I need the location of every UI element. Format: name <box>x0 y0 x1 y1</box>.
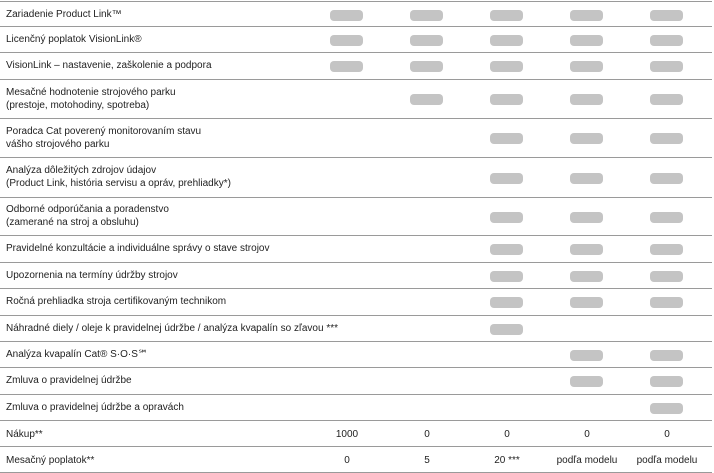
purchase-value: 0 <box>504 429 510 440</box>
included-mark <box>490 271 523 282</box>
included-mark <box>490 10 523 21</box>
included-mark <box>650 212 683 223</box>
included-mark <box>650 403 683 414</box>
included-mark <box>570 212 603 223</box>
included-mark <box>650 376 683 387</box>
table-row <box>0 158 712 198</box>
purchase-value: 0 <box>584 429 590 440</box>
included-mark <box>650 173 683 184</box>
included-mark <box>570 133 603 144</box>
row-label: Mesačné hodnotenie strojového parku (prestoje, motohodiny, spotreba) <box>6 87 176 111</box>
included-mark <box>330 61 363 72</box>
included-mark <box>410 10 443 21</box>
included-mark <box>490 244 523 255</box>
included-mark <box>410 61 443 72</box>
included-mark <box>490 324 523 335</box>
included-mark <box>330 10 363 21</box>
included-mark <box>570 350 603 361</box>
included-mark <box>330 35 363 46</box>
included-mark <box>650 297 683 308</box>
table-row <box>0 236 712 263</box>
monthly-value: podľa modelu <box>636 455 698 466</box>
table-row <box>0 80 712 119</box>
row-label: Ročná prehliadka stroja certifikovaným technikom <box>6 296 227 307</box>
table-row <box>0 421 712 447</box>
included-mark <box>650 350 683 361</box>
included-mark <box>490 94 523 105</box>
included-mark <box>570 10 603 21</box>
monthly-value: 0 <box>344 455 350 466</box>
included-mark <box>410 35 443 46</box>
purchase-value: 1000 <box>335 429 359 440</box>
included-mark <box>490 133 523 144</box>
row-label: Poradca Cat poverený monitorovaním stavu vášho strojového parku <box>6 126 202 150</box>
purchase-value: 0 <box>424 429 430 440</box>
included-mark <box>650 61 683 72</box>
row-label: Odborné odporúčania a poradenstvo (zamerané na stroj a obsluhu) <box>6 204 169 228</box>
included-mark <box>650 10 683 21</box>
included-mark <box>570 94 603 105</box>
row-label: Náhradné diely / oleje k pravidelnej údržbe / analýza kvapalín so zľavou *** <box>6 323 339 334</box>
included-mark <box>490 35 523 46</box>
row-label: Zmluva o pravidelnej údržbe a opravách <box>6 402 184 413</box>
included-mark <box>490 173 523 184</box>
table-row <box>0 368 712 395</box>
included-mark <box>650 133 683 144</box>
included-mark <box>570 376 603 387</box>
included-mark <box>650 35 683 46</box>
included-mark <box>490 61 523 72</box>
included-mark <box>570 271 603 282</box>
row-label: Zmluva o pravidelnej údržbe <box>6 375 132 386</box>
table-row <box>0 316 712 342</box>
purchase-value: 0 <box>664 429 670 440</box>
table-row <box>0 119 712 158</box>
table-row <box>0 395 712 421</box>
row-label: Licenčný poplatok VisionLink® <box>6 34 142 45</box>
table-row <box>0 342 712 368</box>
row-label: Upozornenia na termíny údržby strojov <box>6 270 178 281</box>
monthly-value: 5 <box>424 455 430 466</box>
row-label: Analýza kvapalín Cat® S·O·S℠ <box>6 349 149 360</box>
purchase-label: Nákup** <box>6 429 43 440</box>
included-mark <box>650 244 683 255</box>
table-row <box>0 53 712 80</box>
row-label: VisionLink – nastavenie, zaškolenie a podpora <box>6 60 212 71</box>
included-mark <box>410 94 443 105</box>
monthly-label: Mesačný poplatok** <box>6 455 95 466</box>
included-mark <box>650 271 683 282</box>
monthly-value: podľa modelu <box>556 455 618 466</box>
included-mark <box>570 244 603 255</box>
included-mark <box>570 35 603 46</box>
table-row <box>0 27 712 53</box>
table-row <box>0 289 712 316</box>
monthly-value: 20 *** <box>494 455 520 466</box>
table-row <box>0 1 712 27</box>
included-mark <box>570 297 603 308</box>
table-row <box>0 198 712 236</box>
included-mark <box>570 173 603 184</box>
row-label: Analýza dôležitých zdrojov údajov (Product Link, história servisu a opráv, prehliadky*) <box>6 165 231 189</box>
included-mark <box>650 94 683 105</box>
included-mark <box>490 212 523 223</box>
row-label: Pravidelné konzultácie a individuálne správy o stave strojov <box>6 243 270 254</box>
included-mark <box>490 297 523 308</box>
included-mark <box>570 61 603 72</box>
row-label: Zariadenie Product Link™ <box>6 9 122 20</box>
table-row <box>0 263 712 289</box>
table-row <box>0 447 712 473</box>
